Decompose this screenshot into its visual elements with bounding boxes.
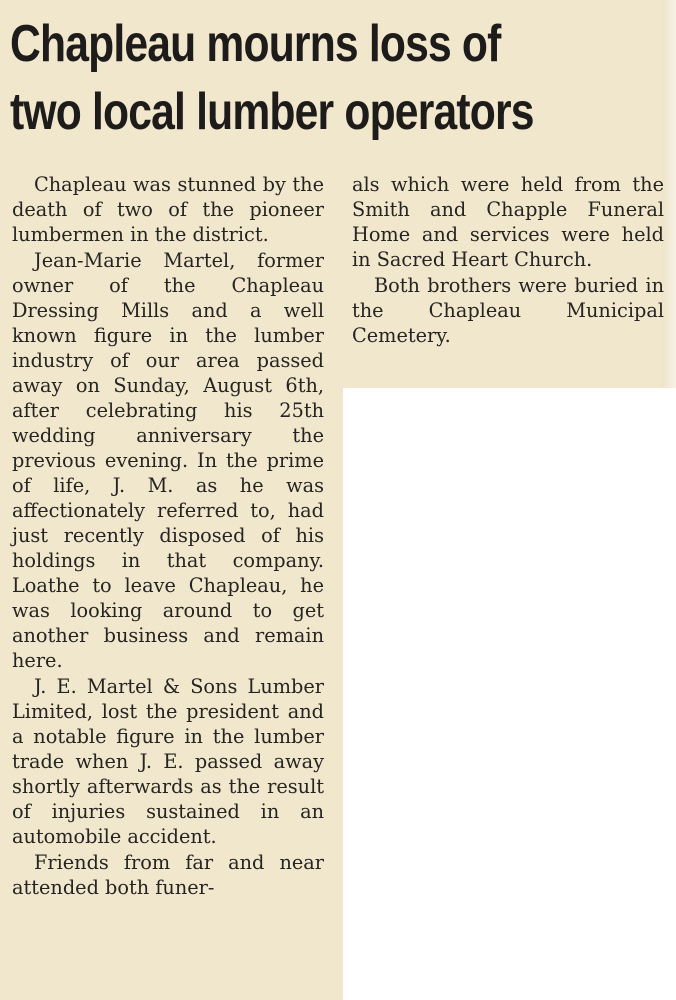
paragraph-je-martel: J. E. Martel & Sons Lumber Limited, lost the president and a notable figure in the lumber trade when J. E. passed away shortly afterwards as the result of injuries sustained in an automobile accident. <box>12 675 324 848</box>
paragraph-intro: Chapleau was stunned by the death of two of the pioneer lumbermen in the district. <box>12 173 324 246</box>
article-right-column <box>352 172 664 349</box>
article-left-column <box>12 172 324 901</box>
paragraph-funerals-start: Friends from far and near attended both funer- <box>12 851 324 899</box>
article-headline: Chapleau mourns loss of two local lumber operators <box>10 15 534 141</box>
clipping-torn-edge <box>662 0 676 388</box>
paragraph-jean-marie-martel: Jean-Marie Martel, former owner of the Chapleau Dressing Mills and a well known figure in the lumber industry of our area passed away on Sunday, August 6th, after celebrating his 25th wedding anniversary the previous evening. In the prime of life, J. M. as he was affectionately referred to, had just recently disposed of his holdings in that company. Loathe to leave Chapleau, he was looking around to get another business and remain here. <box>12 249 324 672</box>
paragraph-funerals-continued: als which were held from the Smith and Chapple Funeral Home and services were held in Sacred Heart Church. <box>352 173 664 271</box>
paragraph-burial: Both brothers were buried in the Chapleau Municipal Cemetery. <box>352 274 664 347</box>
